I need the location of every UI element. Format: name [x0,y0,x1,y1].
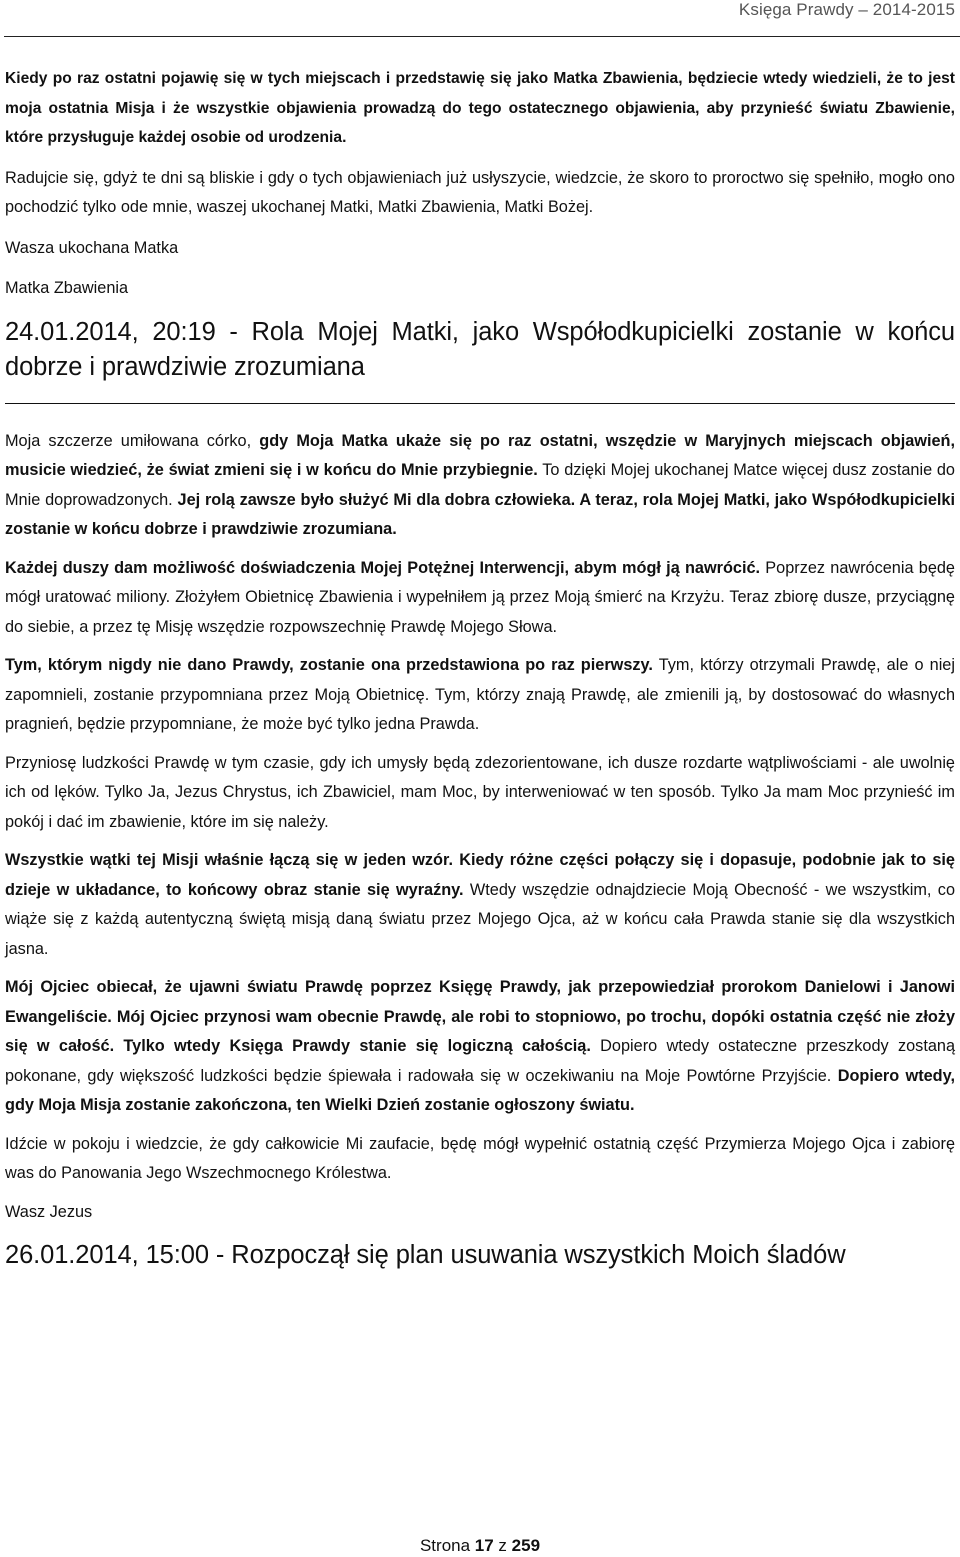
p3-bold-a: Tym, którym nigdy nie dano Prawdy, zostanie ona przedstawiona po raz pierwszy. [5,656,653,674]
signature-line-2: Matka Zbawienia [5,279,129,297]
p5-text-b: Wtedy wszędzie odnajdziecie Moją Obecność - we wszystkim, co wiąże się z każdą autentyczną świętą misją daną światu przez Mojego Ojca, aż w końcu cała Prawda stanie się dla wszystkich jasna. [5,880,955,958]
signature-jesus: Wasz Jezus [5,1202,93,1221]
paragraph-6 [5,973,955,1121]
paragraph-1 [5,427,955,545]
p1-bold-d: Jej rolą zawsze było służyć Mi dla dobra człowieka. A teraz, rola Mojej Matki, jako Współodkupicielki zostanie w końcu dobrze i prawdziwie zrozumiana. [5,490,955,538]
running-header: Księga Prawdy – 2014-2015 [738,0,955,19]
p6-bold-c: Dopiero wtedy, gdy Moja Misja zostanie zakończona, ten Wielki Dzień zostanie ogłoszony światu. [5,1066,955,1114]
p6-bold-a: Mój Ojciec obiecał, że ujawni światu Prawdę poprzez Księgę Prawdy, jak przepowiedział prorokom Danielowi i Janowi Ewangeliście. Mój Ojciec przynosi wam obecnie Prawdę, ale robi to stopniowo, po trochu, dopóki ostatnia część nie złoży się w całość. Tylko wtedy Księga Prawdy stanie się logiczną całością. [5,978,955,1055]
p1-bold-b: gdy Moja Matka ukaże się po raz ostatni, wszędzie w Maryjnych miejscach objawień, musicie wiedzieć, że świat zmieni się i w końcu do Mnie przybiegnie. [5,431,955,479]
p1-text-c: To dzięki Mojej ukochanej Matce więcej dusz zostanie do Mnie doprowadzonych. [5,461,955,509]
page-content [5,64,955,1273]
footer-page-number: 17 [474,1536,494,1555]
message-heading-2: 26.01.2014, 15:00 - Rozpoczął się plan usuwania wszystkich Moich śladów [5,1241,846,1269]
p1-text-a: Moja szczerze umiłowana córko, [5,431,260,450]
paragraph-4: Przyniosę ludzkości Prawdę w tym czasie, gdy ich umysły będą zdezorientowane, ich dusze rozdarte wątpliwościami - ale uwolnię ich od lęków. Tylko Ja, Jezus Chrystus, ich Zbawiciel, mam Moc, by interweniować w ten sposób. Tylko Ja mam Moc przynieść im pokój i dać im zbawienie, które im się należy. [5,753,955,831]
footer-total-pages: 259 [511,1536,541,1555]
intro-bold-paragraph: Kiedy po raz ostatni pojawię się w tych miejscach i przedstawię się jako Matka Zbawienia, będziecie wtedy wiedzieli, że to jest moja ostatnia Misja i że wszystkie objawienia prowadzą do tego ostatecznego objawienia, aby przynieść światu Zbawienie, które przysługuje każdej osobie od urodzenia. [5,70,955,146]
paragraph-3 [5,651,955,740]
p5-bold-a: Wszystkie wątki tej Misji właśnie łączą się w jeden wzór. Kiedy różne części połączy się i dopasuje, podobnie jak to się dzieje w układance, to końcowy obraz stanie się wyraźny. [5,851,955,899]
message-heading-1: 24.01.2014, 20:19 - Rola Mojej Matki, jako Współodkupicielki zostanie w końcu dobrze i prawdziwie zrozumiana [5,315,955,404]
p2-bold-a: Każdej duszy dam możliwość doświadczenia Mojej Potężnej Interwencji, abym mógł ją nawrócić. [5,558,761,577]
paragraph-7: Idźcie w pokoju i wiedzcie, że gdy całkowicie Mi zaufacie, będę mógł wypełnić ostatnią część Przymierza Mojego Ojca i zabiorę was do Panowania Jego Wszechmocnego Królestwa. [5,1134,955,1182]
header-rule [4,36,960,37]
intro-paragraph: Radujcie się, gdyż te dni są bliskie i gdy o tych objawieniach już usłyszycie, wiedzcie, że skoro to proroctwo się spełniło, mogło ono pochodzić tylko ode mnie, waszej ukochanej Matki, Matki Zbawienia, Matki Bożej. [5,168,955,216]
p6-text-b: Dopiero wtedy ostateczne przeszkody zostaną pokonane, gdy większość ludzkości będzie śpiewała i radowała się w oczekiwaniu na Moje Powtórne Przyjście. [5,1037,956,1085]
footer-mid: z [493,1536,512,1555]
paragraph-5 [5,846,955,964]
page-footer [0,1536,960,1556]
footer-prefix: Strona [419,1536,475,1555]
signature-line-1: Wasza ukochana Matka [5,238,179,257]
p3-text-b: Tym, którzy otrzymali Prawdę, ale o niej zapomnieli, zostanie przypomniana przez Moją Obietnicę. Tym, którzy znają Prawdę, ale zmienili ją, by dostosować do własnych pragnień, będzie przypomniane, że może być tylko jedna Prawda. [5,656,955,733]
p2-text-b: Poprzez nawrócenia będę mógł uratować miliony. Złożyłem Obietnicę Zbawienia i wypełniłem ją przez Moją śmierć na Krzyżu. Teraz zbiorę dusze, przyciągnę do siebie, a przez tę Misję wszędzie rozpowszechnię Prawdę Mojego Słowa. [5,558,955,636]
paragraph-2 [5,554,955,643]
